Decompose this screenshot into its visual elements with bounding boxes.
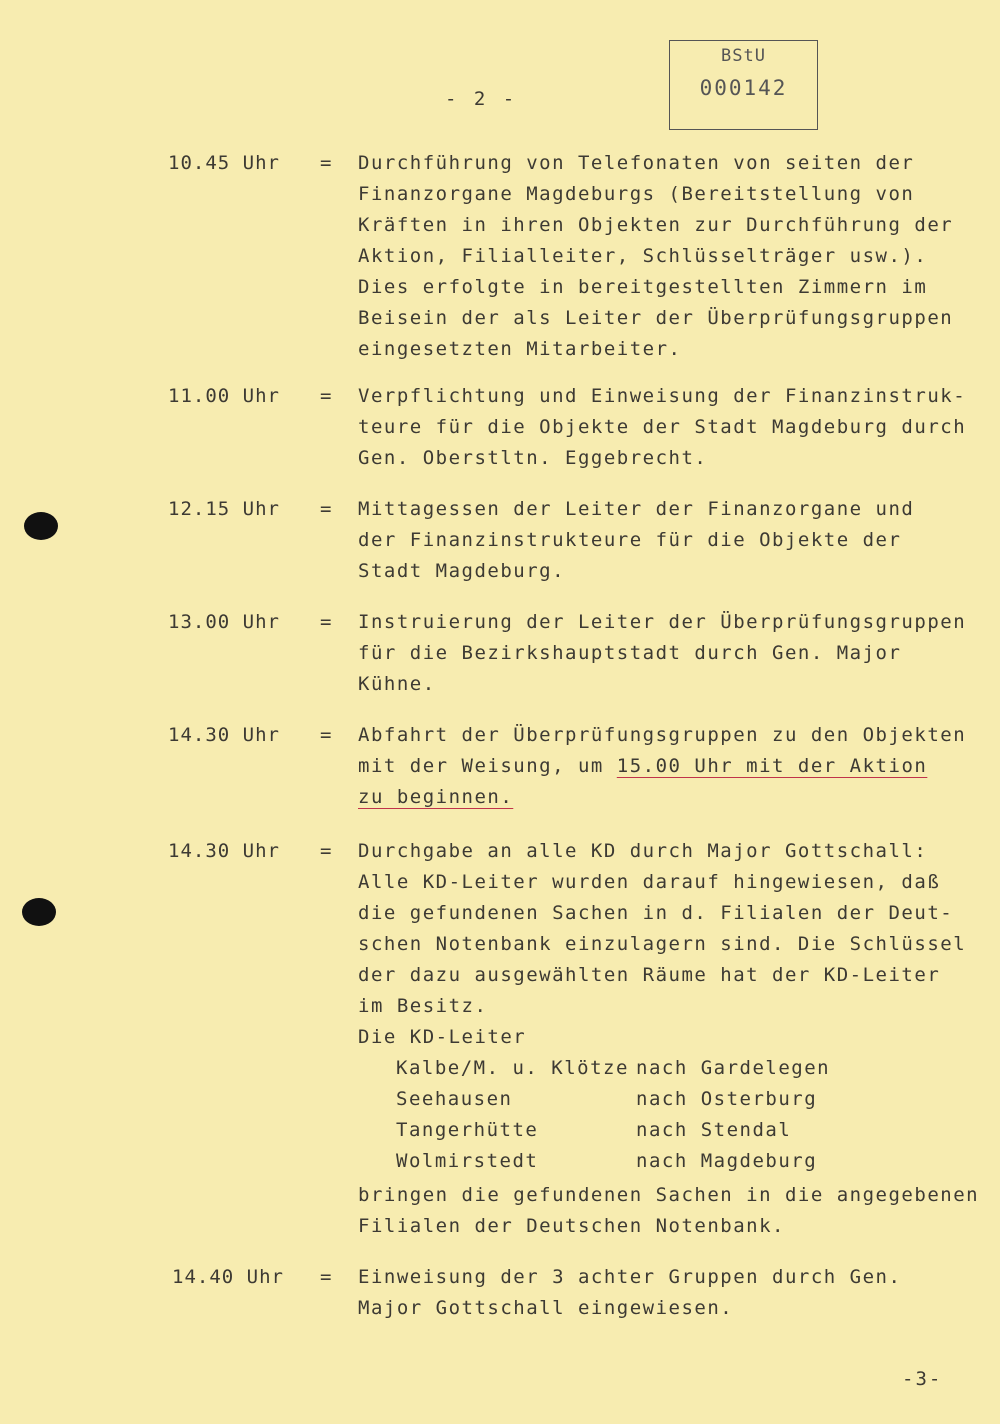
text-line: Einweisung der 3 achter Gruppen durch Gen.	[358, 1266, 902, 1288]
text-line: eingesetzten Mitarbeiter.	[358, 338, 682, 360]
entry-text	[358, 836, 978, 1242]
text-line: Die KD-Leiter	[358, 1026, 527, 1048]
text-line: Kühne.	[358, 673, 436, 695]
text-line: im Besitz.	[358, 995, 488, 1017]
kd-row	[396, 1115, 978, 1146]
archive-stamp	[669, 40, 818, 130]
text-line: der Finanzinstrukteure für die Objekte der	[358, 529, 902, 551]
underlined-text: zu beginnen.	[358, 786, 514, 808]
text-line: Alle KD-Leiter wurden darauf hingewiesen, daß	[358, 871, 941, 893]
entry-separator: =	[320, 840, 332, 862]
text-line: Abfahrt der Überprüfungsgruppen zu den Objekten	[358, 724, 967, 746]
punch-hole-top	[24, 512, 58, 540]
text-line: Instruierung der Leiter der Überprüfungsgruppen	[358, 611, 967, 633]
kd-to: nach Gardelegen	[636, 1057, 831, 1079]
text-line: Gen. Oberstltn. Eggebrecht.	[358, 447, 708, 469]
kd-from: Kalbe/M. u. Klötze	[396, 1057, 629, 1079]
entry-separator: =	[320, 385, 332, 407]
text-line: Finanzorgane Magdeburgs (Bereitstellung von	[358, 183, 915, 205]
text-line: Major Gottschall eingewiesen.	[358, 1297, 734, 1319]
text-line: Mittagessen der Leiter der Finanzorgane und	[358, 498, 915, 520]
text-line: Kräften in ihren Objekten zur Durchführung der	[358, 214, 954, 236]
kd-row	[396, 1084, 978, 1115]
kd-from: Seehausen	[396, 1088, 513, 1110]
entry-time: 13.00 Uhr	[168, 611, 280, 633]
kd-row	[396, 1053, 978, 1084]
entry-time: 10.45 Uhr	[168, 152, 280, 174]
entry-text	[358, 381, 978, 474]
kd-from: Tangerhütte	[396, 1119, 539, 1141]
text-line: der dazu ausgewählten Räume hat der KD-Leiter	[358, 964, 941, 986]
text-line: für die Bezirkshauptstadt durch Gen. Major	[358, 642, 902, 664]
kd-from: Wolmirstedt	[396, 1150, 539, 1172]
text-line: Verpflichtung und Einweisung der Finanzinstruk-	[358, 385, 967, 407]
text-span: mit der Weisung, um	[358, 755, 617, 777]
entry-time: 11.00 Uhr	[168, 385, 280, 407]
text-line: bringen die gefundenen Sachen in die angegebenen	[358, 1184, 980, 1206]
page-number: - 2 -	[445, 88, 518, 110]
underlined-text: 15.00 Uhr mit der Aktion	[616, 755, 928, 777]
entry-time: 14.40 Uhr	[172, 1266, 284, 1288]
entry-text	[358, 607, 978, 700]
entry-text	[358, 494, 978, 587]
entry-separator: =	[320, 498, 332, 520]
entry-text	[358, 720, 978, 813]
text-line: Beisein der als Leiter der Überprüfungsgruppen	[358, 307, 954, 329]
entry-time: 12.15 Uhr	[168, 498, 280, 520]
text-line: Durchführung von Telefonaten von seiten der	[358, 152, 915, 174]
entry-separator: =	[320, 152, 332, 174]
text-line: Stadt Magdeburg.	[358, 560, 566, 582]
entry-separator: =	[320, 1266, 332, 1288]
text-line	[358, 751, 978, 782]
text-line: Filialen der Deutschen Notenbank.	[358, 1215, 785, 1237]
kd-to: nach Stendal	[636, 1119, 792, 1141]
entry-text	[358, 148, 978, 365]
text-line: teure für die Objekte der Stadt Magdeburg durch	[358, 416, 967, 438]
text-line	[358, 782, 978, 813]
text-line: Dies erfolgte in bereitgestellten Zimmern im	[358, 276, 928, 298]
entry-separator: =	[320, 724, 332, 746]
entry-time: 14.30 Uhr	[168, 724, 280, 746]
text-line: schen Notenbank einzulagern sind. Die Schlüssel	[358, 933, 967, 955]
text-line: die gefundenen Sachen in d. Filialen der Deut-	[358, 902, 954, 924]
kd-assignment-table	[396, 1053, 978, 1177]
stamp-archive: BStU	[721, 46, 766, 66]
text-line: Aktion, Filialleiter, Schlüsselträger usw.).	[358, 245, 928, 267]
kd-to: nach Magdeburg	[636, 1150, 818, 1172]
stamp-number: 000142	[699, 76, 788, 100]
next-page-marker: -3-	[902, 1368, 943, 1390]
entry-separator: =	[320, 611, 332, 633]
entry-time: 14.30 Uhr	[168, 840, 280, 862]
text-line: Durchgabe an alle KD durch Major Gottschall:	[358, 840, 928, 862]
entry-text	[358, 1262, 978, 1324]
kd-row	[396, 1146, 978, 1177]
punch-hole-bottom	[22, 898, 56, 926]
kd-to: nach Osterburg	[636, 1088, 818, 1110]
